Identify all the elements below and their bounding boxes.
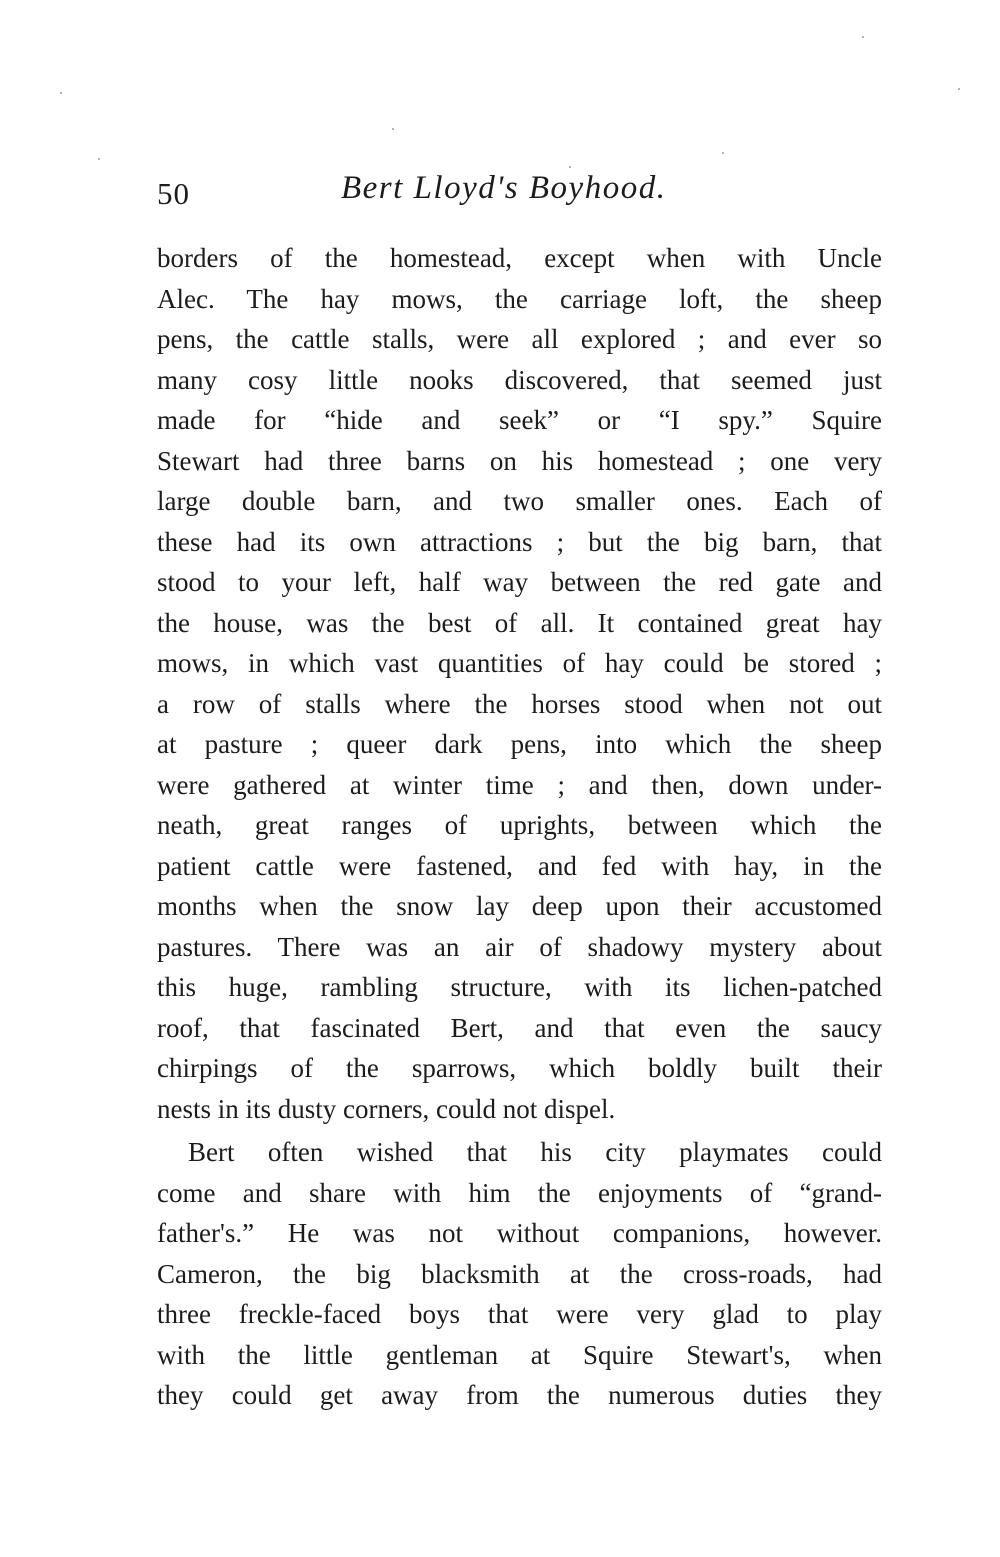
text-line: borders of the homestead, except when with Uncle <box>157 243 882 273</box>
text-line: they could get away from the numerous duties they <box>157 1380 882 1410</box>
text-line: pens, the cattle stalls, were all explored ; and ever so <box>157 324 882 354</box>
paper-speck <box>60 92 62 94</box>
text-line: three freckle-faced boys that were very glad to play <box>157 1299 882 1329</box>
text-line: a row of stalls where the horses stood when not out <box>157 688 882 719</box>
text-line: patient cattle were fastened, and fed with hay, in the <box>157 850 882 881</box>
text-line: come and share with him the enjoyments of “grand- <box>157 1177 882 1208</box>
text-line: this huge, rambling structure, with its lichen-patched <box>157 972 882 1002</box>
text-line: Stewart had three barns on his homestead ; one very <box>157 445 882 476</box>
text-line: many cosy little nooks discovered, that seemed just <box>157 364 882 395</box>
paragraph <box>157 1132 882 1416</box>
page-header <box>157 170 882 220</box>
text-line: neath, great ranges of uprights, between which the <box>157 810 882 840</box>
text-line: at pasture ; queer dark pens, into which the sheep <box>157 729 882 759</box>
text-line: Cameron, the big blacksmith at the cross-roads, had <box>157 1258 882 1289</box>
text-line: the house, was the best of all. It contained great hay <box>157 607 882 638</box>
text-line: large double barn, and two smaller ones. Each of <box>157 486 882 516</box>
paper-speck <box>392 128 394 130</box>
text-line: father's.” He was not without companions, however. <box>157 1218 882 1248</box>
paper-speck <box>958 88 960 90</box>
text-line: chirpings of the sparrows, which boldly built their <box>157 1053 882 1083</box>
paper-speck <box>98 158 100 160</box>
body-text <box>157 238 882 1416</box>
paper-speck <box>569 166 571 168</box>
text-line: months when the snow lay deep upon their accustomed <box>157 891 882 921</box>
running-title: Bert Lloyd's Boyhood. <box>341 170 667 206</box>
text-line: these had its own attractions ; but the big barn, that <box>157 526 882 557</box>
text-line: roof, that fascinated Bert, and that even the saucy <box>157 1012 882 1043</box>
page-number: 50 <box>157 176 190 211</box>
text-line: were gathered at winter time ; and then, down under- <box>157 769 882 800</box>
text-line: pastures. There was an air of shadowy mystery about <box>157 931 882 962</box>
text-line: nests in its dusty corners, could not dispel. <box>157 1093 616 1124</box>
text-line: stood to your left, half way between the red gate and <box>157 567 882 597</box>
text-line: Alec. The hay mows, the carriage loft, the sheep <box>157 283 882 314</box>
text-line: mows, in which vast quantities of hay could be stored ; <box>157 648 882 678</box>
paragraph <box>157 238 882 1129</box>
paper-speck <box>862 36 864 38</box>
text-line: Bert often wished that his city playmates could <box>188 1137 882 1167</box>
text-line: with the little gentleman at Squire Stewart's, when <box>157 1339 882 1370</box>
paper-speck <box>722 152 724 154</box>
text-line: made for “hide and seek” or “I spy.” Squire <box>157 405 882 435</box>
